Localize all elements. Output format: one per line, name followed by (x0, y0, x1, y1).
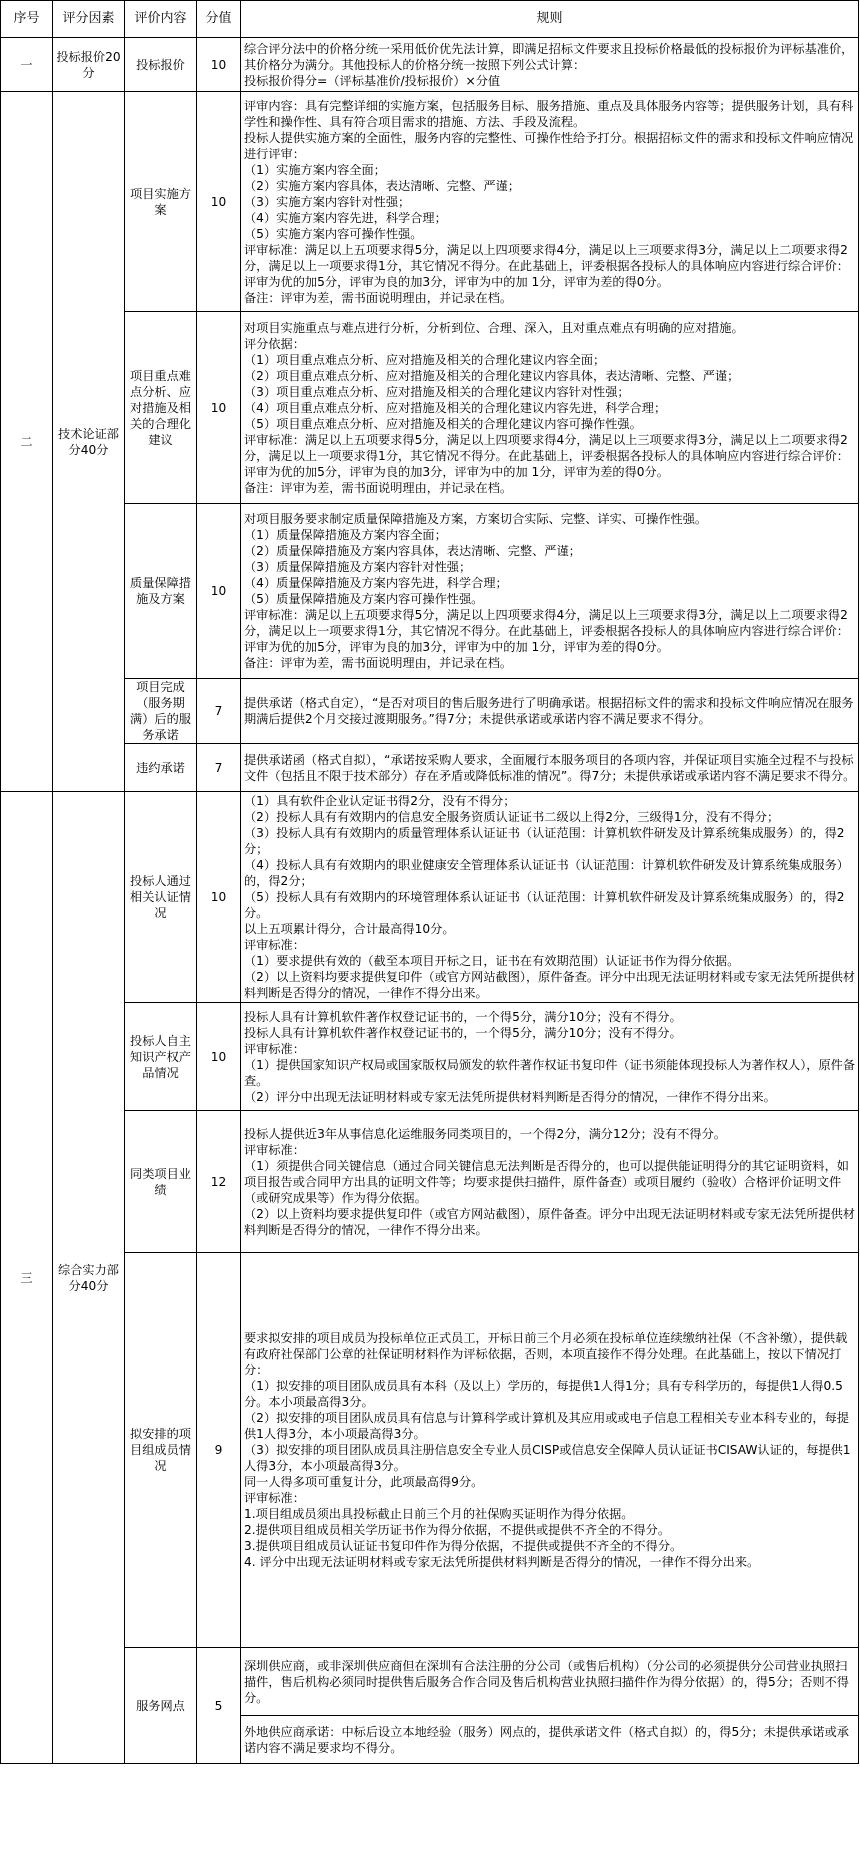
rule-line: （4）质量保障措施及方案内容先进，科学合理； (244, 576, 508, 590)
rule-line: 评审标准： (244, 1041, 305, 1056)
header-content: 评价内容 (125, 1, 197, 38)
table-row (1, 312, 859, 504)
item-rule (241, 792, 859, 1003)
item-content: 投标人通过相关认证情况 (125, 792, 197, 1003)
item-content: 服务网点 (125, 1648, 197, 1764)
item-content: 质量保障措施及方案 (125, 504, 197, 679)
rule-line: （1）项目重点难点分析、应对措施及相关的合理化建议内容全面； (244, 352, 606, 367)
rule-line: （1）提供国家知识产权局或国家版权局颁发的软件著作权证书复印件（证书须能体现投标人为著作权人），原件备查。 (244, 1057, 856, 1088)
rule-line: （1）实施方案内容全面； (244, 162, 386, 177)
item-rule (241, 744, 859, 792)
item-rule (241, 312, 859, 504)
table-row (1, 1003, 859, 1111)
item-score: 12 (197, 1111, 241, 1253)
item-score: 5 (197, 1648, 241, 1764)
item-score: 7 (197, 679, 241, 744)
rule-line: （1）质量保障措施及方案内容全面； (244, 528, 447, 542)
section-no: 三 (1, 792, 53, 1764)
rule-line: 3.提供项目组成员认证证书复印件作为得分依据，不提供或提供不齐全的不得分。 (244, 1539, 683, 1553)
rule-line: （2）评分中出现无法证明材料或专家无法凭所提供材料判断是否得分的情况，一律作不得分出来。 (244, 1089, 776, 1104)
item-score: 10 (197, 1003, 241, 1111)
table-row (1, 504, 859, 679)
rule-line: 对项目实施重点与难点进行分析，分析到位、合理、深入，且对重点难点有明确的应对措施。 (244, 320, 744, 335)
rule-line: 评审标准： (244, 938, 305, 952)
rule-line: 投标人具有计算机软件著作权登记证书的，一个得5分，满分10分；没有不得分。 (244, 1025, 682, 1040)
rule-line: （3）质量保障措施及方案内容针对性强； (244, 560, 472, 574)
table-row (1, 92, 859, 312)
item-rule (241, 38, 859, 92)
table-header-row (1, 1, 859, 38)
table-row (1, 1648, 859, 1716)
rule-line: 评审标准：满足以上五项要求得5分，满足以上四项要求得4分，满足以上三项要求得3分，满足以上二项要求得2分，满足以上一项要求得1分，其它情况不得分。在此基础上，评委根据各投标人的具体响应内容进行综合评价：评审为优的加5分，评审为良的加3分，评审为中的加 1分，评审为差的得0分。 (244, 608, 849, 654)
item-content: 投标人自主知识产权产品情况 (125, 1003, 197, 1111)
table-row (1, 679, 859, 744)
item-rule (241, 92, 859, 312)
item-rule (241, 1716, 859, 1764)
rule-line: 投标报价得分=（评标基准价/投标报价）×分值 (244, 73, 501, 88)
item-score: 10 (197, 38, 241, 92)
rule-line: （4）投标人具有有效期内的职业健康安全管理体系认证证书（认证范围：计算机软件研发及计算系统集成服务）的，得2分； (244, 858, 849, 888)
header-rule: 规则 (241, 1, 859, 38)
table-row (1, 792, 859, 1003)
item-content: 同类项目业绩 (125, 1111, 197, 1253)
rule-line: 备注：评审为差，需书面说明理由，并记录在档。 (244, 290, 513, 305)
item-rule (241, 1111, 859, 1253)
rule-line: （4）实施方案内容先进，科学合理； (244, 210, 447, 225)
table-row (1, 1253, 859, 1648)
rule-line: 评分依据： (244, 336, 305, 351)
item-content: 违约承诺 (125, 744, 197, 792)
rule-line: 投标人提供实施方案的全面性，服务内容的完整性、可操作性给予打分。根据招标文件的需求和投标文件响应情况进行评审： (244, 130, 854, 161)
rule-line: 以上五项累计得分，合计最高得10分。 (244, 922, 455, 936)
item-content: 项目完成（服务期满）后的服务承诺 (125, 679, 197, 744)
rule-line: 4. 评分中出现无法证明材料或专家无法凭所提供材料判断是否得分的情况，一律作不得分出来。 (244, 1555, 760, 1569)
rule-line: 评审标准：满足以上五项要求得5分，满足以上四项要求得4分，满足以上三项要求得3分，满足以上二项要求得2分，满足以上一项要求得1分，其它情况不得分。在此基础上，评委根据各投标人的具体响应内容进行综合评价：评审为优的加5分，评审为良的加3分，评审为中的加 1分，评审为差的得0分。 (244, 242, 849, 289)
rule-line: （2）项目重点难点分析、应对措施及相关的合理化建议内容具体，表达清晰、完整、严谨； (244, 368, 740, 383)
item-score: 10 (197, 504, 241, 679)
item-content: 投标报价 (125, 38, 197, 92)
section-factor: 综合实力部分40分 (53, 792, 125, 1764)
section-factor: 投标报价20分 (53, 38, 125, 92)
item-score: 9 (197, 1253, 241, 1648)
rule-line: （5）项目重点难点分析、应对措施及相关的合理化建议内容可操作性强。 (244, 416, 642, 431)
rule-line: （2）实施方案内容具体，表达清晰、完整、严谨； (244, 178, 520, 193)
rule-line: 综合评分法中的价格分统一采用低价优先法计算，即满足招标文件要求且投标价格最低的投标报价为评标基准价，其价格分为满分。其他投标人的价格分统一按照下列公式计算： (244, 41, 854, 72)
item-rule (241, 1648, 859, 1716)
rule-line: 要求拟安排的项目成员为投标单位正式员工，开标日前三个月必须在投标单位连续缴纳社保（不含补缴），提供载有政府社保部门公章的社保证明材料作为评标依据，否则，本项直接作不得分处理。在此基础上，按以下情况打分： (244, 1331, 848, 1377)
rule-line: 同一人得多项可重复计分，此项最高得9分。 (244, 1475, 484, 1489)
rule-line: （3）投标人具有有效期内的质量管理体系认证证书（认证范围：计算机软件研发及计算系统集成服务）的，得2分； (244, 826, 845, 856)
rule-line: （2）投标人具有有效期内的信息安全服务资质认证证书二级以上得2分，三级得1分，没有不得分； (244, 810, 780, 824)
rule-line: （2）以上资料均要求提供复印件（或官方网站截图），原件备查。评分中出现无法证明材料或专家无法凭所提供材料判断是否得分的情况，一律作不得分出来。 (244, 1206, 856, 1237)
rule-line: 评审标准： (244, 1142, 305, 1157)
section-factor: 技术论证部分40分 (53, 92, 125, 792)
rule-line: 提供承诺函（格式自拟），“承诺按采购人要求，全面履行本服务项目的各项内容，并保证项目实施全过程不与投标文件（包括且不限于技术部分）存在矛盾或降低标准的情况”。得7分；未提供承诺或承诺内容不满足要求不得分。 (244, 752, 856, 783)
rule-line: （1）具有软件企业认定证书得2分，没有不得分； (244, 794, 516, 808)
rule-line: 投标人具有计算机软件著作权登记证书的，一个得5分，满分10分；没有不得分。 (244, 1009, 682, 1024)
rule-line: 提供承诺（格式自定），“是否对项目的售后服务进行了明确承诺。根据招标文件的需求和投标文件响应情况在服务期满后提供2个月交接过渡期服务。”得7分；未提供承诺或承诺内容不满足要求不得分。 (244, 696, 854, 726)
rule-line: （2）以上资料均要求提供复印件（或官方网站截图），原件备查。评分中出现无法证明材料或专家无法凭所提供材料判断是否得分的情况，一律作不得分出来。 (244, 970, 856, 1000)
item-score: 10 (197, 792, 241, 1003)
rule-line: 备注：评审为差，需书面说明理由，并记录在档。 (244, 656, 513, 670)
rule-line: 备注：评审为差，需书面说明理由，并记录在档。 (244, 480, 513, 495)
rule-line: 评审标准： (244, 1491, 305, 1505)
rule-line: 1.项目组成员须出具投标截止日前三个月的社保购买证明作为得分依据。 (244, 1507, 634, 1521)
section-no: 二 (1, 92, 53, 792)
rule-line: （1）要求提供有效的（截至本项目开标之日，证书在有效期范围）认证证书作为得分依据。 (244, 954, 740, 968)
rule-line: （4）项目重点难点分析、应对措施及相关的合理化建议内容先进，科学合理； (244, 400, 667, 415)
item-content: 拟安排的项目组成员情况 (125, 1253, 197, 1648)
rule-line: 评审标准：满足以上五项要求得5分，满足以上四项要求得4分，满足以上三项要求得3分，满足以上二项要求得2分，满足以上一项要求得1分，其它情况不得分。在此基础上，评委根据各投标人的具体响应内容进行综合评价：评审为优的加5分，评审为良的加3分，评审为中的加 1分，评审为差的得0分。 (244, 432, 849, 479)
header-factor: 评分因素 (53, 1, 125, 38)
item-score: 10 (197, 92, 241, 312)
rule-line: （1）须提供合同关键信息（通过合同关键信息无法判断是否得分的，也可以提供能证明得分的其它证明资料，如项目报告或合同甲方出具的证明文件等；均要求提供扫描件，原件备查）或项目履约（验收）合格评价证明文件（或研究成果等）作为得分依据。 (244, 1158, 849, 1205)
table-row (1, 1111, 859, 1253)
rule-line: （2）质量保障措施及方案内容具体，表达清晰、完整、严谨； (244, 544, 581, 558)
item-rule (241, 679, 859, 744)
item-content: 项目实施方案 (125, 92, 197, 312)
rule-line: 外地供应商承诺：中标后设立本地经验（服务）网点的，提供承诺文件（格式自拟）的，得5分；未提供承诺或承诺内容不满足要求均不得分。 (244, 1724, 849, 1755)
item-score: 7 (197, 744, 241, 792)
rule-line: 对项目服务要求制定质量保障措施及方案，方案切合实际、完整、详实、可操作性强。 (244, 512, 708, 526)
rule-line: （2）拟安排的项目团队成员具有信息与计算科学或计算机及其应用或或电子信息工程相关专业本科专业的，每提供1人得3分，本小项最高得3分。 (244, 1411, 849, 1441)
table-row (1, 744, 859, 792)
rule-line: 深圳供应商，或非深圳供应商但在深圳有合法注册的分公司（或售后机构）（分公司的必须提供分公司营业执照扫描件，售后机构必须同时提供售后服务合作合同及售后机构营业执照扫描件作为得分依据）的，得5分；否则不得分。 (244, 1658, 849, 1705)
rule-line: （3）项目重点难点分析、应对措施及相关的合理化建议内容针对性强； (244, 384, 630, 399)
rule-line: （1）拟安排的项目团队成员具有本科（及以上）学历的，每提供1人得1分；具有专科学历的，每提供1人得0.5分。本小项最高得3分。 (244, 1379, 843, 1409)
item-score: 10 (197, 312, 241, 504)
item-rule (241, 1253, 859, 1648)
rule-line: （3）实施方案内容针对性强； (244, 194, 411, 209)
item-rule (241, 1003, 859, 1111)
rule-line: 2.提供项目组成员相关学历证书作为得分依据，不提供或提供不齐全的不得分。 (244, 1523, 671, 1537)
rule-line: 评审内容：具有完整详细的实施方案，包括服务目标、服务措施、重点及具体服务内容等；提供服务计划，具有科学性和操作性、具有符合项目需求的措施、方法、手段及流程。 (244, 98, 854, 129)
rule-line: （5）质量保障措施及方案内容可操作性强。 (244, 592, 484, 606)
header-score: 分值 (197, 1, 241, 38)
header-no: 序号 (1, 1, 53, 38)
rule-line: （5）实施方案内容可操作性强。 (244, 226, 423, 241)
section-no: 一 (1, 38, 53, 92)
rule-line: （3）拟安排的项目团队成员具注册信息安全专业人员CISP或信息安全保障人员认证证书CISAW认证的，每提供1人得3分，本小项最高得3分。 (244, 1443, 851, 1473)
item-rule (241, 504, 859, 679)
table-row (1, 38, 859, 92)
rule-line: 投标人提供近3年从事信息化运维服务同类项目的，一个得2分，满分12分；没有不得分。 (244, 1126, 726, 1141)
rule-line: （5）投标人具有有效期内的环境管理体系认证证书（认证范围：计算机软件研发及计算系统集成服务）的，得2分。 (244, 890, 845, 920)
item-content: 项目重点难点分析、应对措施及相关的合理化建议 (125, 312, 197, 504)
